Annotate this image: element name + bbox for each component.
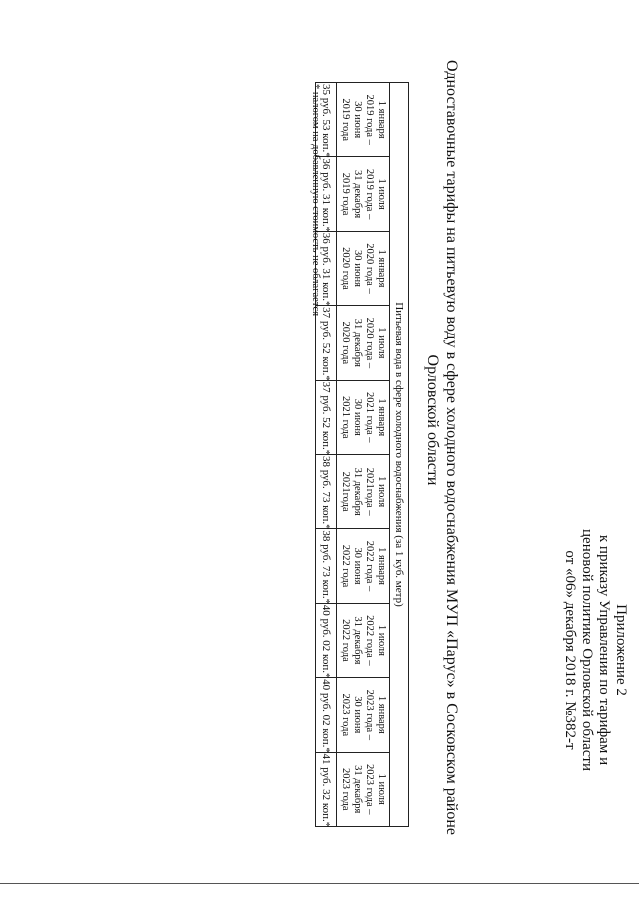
period-header-cell: [337, 678, 390, 752]
appendix-order-line: к приказу Управления по тарифам и: [596, 534, 612, 766]
period-header-cell: [337, 306, 390, 380]
period-header-line: 2019 года: [340, 98, 351, 141]
period-header-line: 1 июля: [376, 476, 387, 508]
tariff-value-cell: 38 руб. 73 коп.*: [316, 529, 337, 603]
period-header-line: 2023 года –: [364, 689, 375, 741]
period-header-line: 1 июля: [376, 327, 387, 359]
period-header-line: 2022 года –: [364, 615, 375, 666]
period-header-line: 1 января: [376, 547, 387, 585]
period-header-line: 30 июня: [352, 101, 363, 139]
period-header-cell: [337, 529, 390, 603]
period-header-line: 2021года –: [364, 467, 375, 516]
period-header-cell: [337, 454, 390, 528]
tariff-value-cell: 35 руб. 53 коп.*: [316, 83, 337, 157]
period-header-line: 1 января: [376, 398, 387, 437]
period-header-line: 2020 года –: [364, 317, 375, 369]
tariff-value-cell: 38 руб. 73 коп.*: [316, 454, 337, 528]
period-header-cell: [337, 380, 390, 454]
table-main-header-row: [390, 83, 409, 827]
period-header-cell: [337, 752, 390, 826]
period-header-line: 31 декабря: [352, 467, 363, 516]
period-header-line: 1 июля: [376, 624, 387, 656]
table-main-header: Питьевая вода в сфере холодного водоснабжения (за 1 куб. метр): [390, 83, 409, 827]
tariff-value-cell: 36 руб. 31 коп.*: [316, 231, 337, 305]
tariff-value-cell: 40 руб. 02 коп.*: [316, 678, 337, 752]
page-bottom-divider: [0, 883, 639, 884]
period-header-line: 30 июня: [352, 398, 363, 436]
period-header-line: 2023 года: [340, 693, 351, 737]
period-header-cell: [337, 231, 390, 305]
tariff-value-cell: 37 руб. 52 коп.*: [316, 306, 337, 380]
period-header-line: 31 декабря: [352, 765, 363, 814]
period-header-line: 2021 года –: [364, 392, 375, 443]
period-header-line: 2020 года: [340, 321, 351, 365]
tariff-value-cell: 40 руб. 02 коп.*: [316, 603, 337, 677]
period-header-cell: [337, 603, 390, 677]
period-header-line: 30 июня: [352, 547, 363, 585]
period-header-cell: [337, 83, 390, 157]
period-header-line: 2022 года: [340, 619, 351, 662]
period-header-cell: [337, 157, 390, 231]
tariff-value-cell: 37 руб. 52 коп.*: [316, 380, 337, 454]
tariff-value-cell: 36 руб. 31 коп.*: [316, 157, 337, 231]
document-title-line2: Орловской области: [424, 354, 441, 486]
tariff-value-cell: 41 руб. 32 коп.*: [316, 752, 337, 826]
document-title-line1: Одноставочные тарифы на питьевую воду в сфере холодного водоснабжения МУП «Парус» в Сосковском районе: [443, 60, 460, 836]
appendix-date-line: от «06» декабря 2018 г. №382-т: [562, 550, 578, 750]
table-period-header-row: [337, 83, 390, 827]
period-header-line: 2022 года: [340, 544, 351, 588]
document-title: [423, 60, 461, 836]
appendix-agency-line: ценовой политике Орловской области: [579, 529, 595, 771]
period-header-line: 2023 года –: [364, 764, 375, 815]
period-header-line: 30 июня: [352, 249, 363, 287]
period-header-line: 31 декабря: [352, 170, 363, 219]
period-header-line: 2019 года –: [364, 168, 375, 220]
period-header-line: 1 июля: [376, 178, 387, 210]
appendix-header: [561, 520, 629, 780]
period-header-line: 2021года: [340, 471, 351, 512]
period-header-line: 2020 года –: [364, 243, 375, 294]
period-header-line: 1 января: [376, 249, 387, 288]
period-header-line: 31 декабря: [352, 318, 363, 367]
period-header-line: 31 декабря: [352, 616, 363, 665]
period-header-line: 1 января: [376, 100, 387, 139]
period-header-line: 2019 года: [340, 172, 351, 216]
tariff-table: [315, 82, 409, 827]
footnote: * налогом на добавленную стоимость не облагается: [310, 84, 321, 317]
period-header-line: 30 июня: [352, 696, 363, 734]
period-header-line: 2021 года: [340, 395, 351, 439]
period-header-line: 2019 года –: [364, 94, 375, 145]
period-header-line: 1 января: [376, 695, 387, 734]
period-header-line: 2023 года: [340, 767, 351, 811]
period-header-line: 1 июля: [376, 773, 387, 805]
period-header-line: 2020 года: [340, 247, 351, 290]
period-header-line: 2022 года –: [364, 540, 375, 592]
appendix-number: Приложение 2: [613, 604, 629, 696]
